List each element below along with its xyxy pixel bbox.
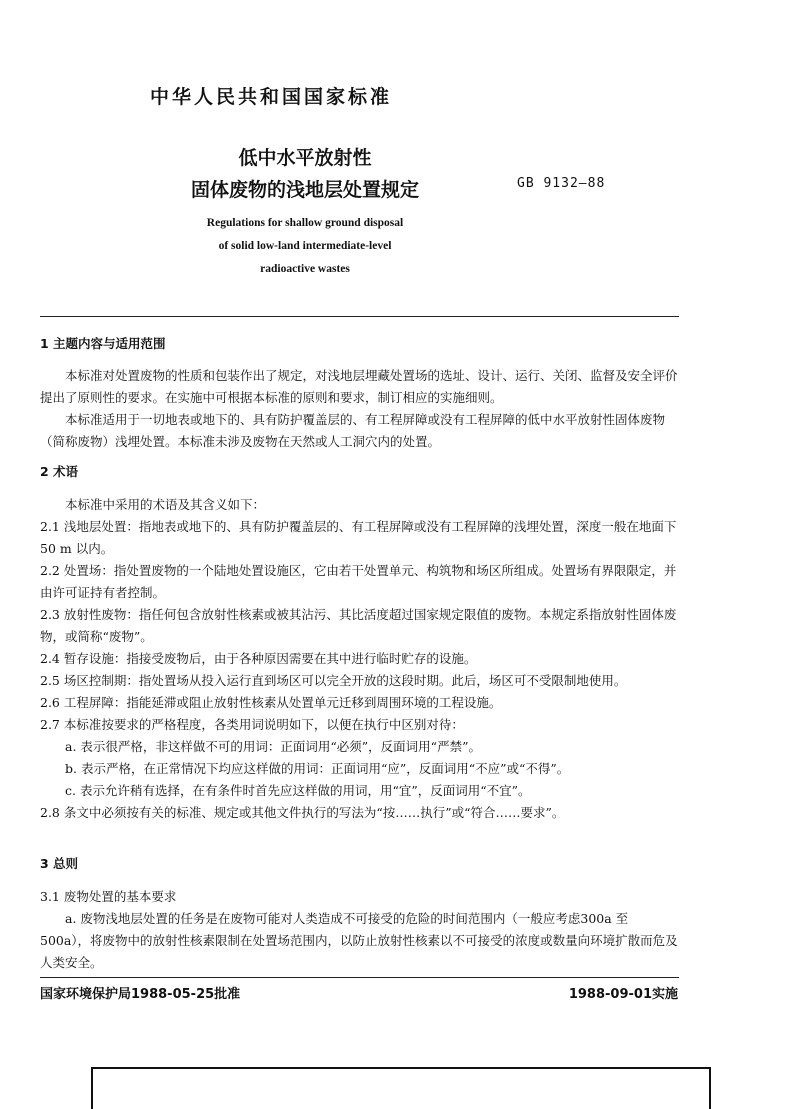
section-3 <box>40 853 680 875</box>
term-2-7-b: b. 表示严格，在正常情况下均应这样做的用词：正面词用“应”，反面词用“不应”或“不得”。 <box>65 761 570 776</box>
standard-code: GB 9132—88 <box>517 176 606 191</box>
term-2-3: 2.3 放射性废物：指任何包含放射性核素或被其沾污、其比活度超过国家规定限值的废物。本规定系指放射性固体废物，或简称“废物”。 <box>40 607 677 644</box>
section-3-heading: 3 总则 <box>40 856 79 871</box>
section-3-1-heading: 3.1 废物处置的基本要求 <box>40 889 177 904</box>
section-1-paragraph-1: 本标准对处置废物的性质和包装作出了规定，对浅地层埋藏处置场的选址、设计、运行、关闭、监督及安全评价提出了原则性的要求。在实施中可根据本标准的原则和要求，制订相应的实施细则。 <box>40 368 678 405</box>
section-2 <box>40 461 680 483</box>
section-1-paragraph-2: 本标准适用于一切地表或地下的、具有防护覆盖层的、有工程屏障或没有工程屏障的低中水平放射性固体废物（简称废物）浅埋处置。本标准未涉及废物在天然或人工洞穴内的处置。 <box>40 412 666 449</box>
title-cn-line1: 低中水平放射性 <box>238 147 372 169</box>
term-2-7: 2.7 本标准按要求的严格程度，各类用词说明如下，以便在执行中区别对待： <box>40 717 464 732</box>
term-2-7-a: a. 表示很严格，非这样做不可的用词：正面词用“必须”，反面词用“严禁”。 <box>65 739 481 754</box>
term-2-2: 2.2 处置场：指处置废物的一个陆地处置设施区，它由若干处置单元、构筑物和场区所组成。处置场有界限限定，并由许可证持有者控制。 <box>40 563 677 600</box>
section-2-heading: 2 术语 <box>40 464 79 479</box>
section-1 <box>40 333 680 355</box>
section-1-body <box>40 365 680 453</box>
approval-date: 国家环境保护局1988-05-25批准 <box>40 987 241 1002</box>
next-page-frame <box>91 1067 711 1109</box>
term-2-6: 2.6 工程屏障：指能延滞或阻止放射性核素从处置单元迁移到周围环境的工程设施。 <box>40 695 502 710</box>
term-2-4: 2.4 暂存设施：指接受废物后，由于各种原因需要在其中进行临时贮存的设施。 <box>40 651 477 666</box>
section-3-body <box>40 886 680 974</box>
national-standard-label: 中华人民共和国国家标准 <box>150 86 393 108</box>
title-cn-line2: 固体废物的浅地层处置规定 <box>190 179 419 201</box>
section-2-body <box>40 494 680 824</box>
term-2-1: 2.1 浅地层处置：指地表或地下的、具有防护覆盖层的、有工程屏障或没有工程屏障的浅埋处置，深度一般在地面下 50 m 以内。 <box>40 519 677 556</box>
term-2-8: 2.8 条文中必须按有关的标准、规定或其他文件执行的写法为“按……执行”或“符合……要求”。 <box>40 805 565 820</box>
term-2-5: 2.5 场区控制期：指处置场从投入运行直到场区可以完全开放的这段时期。此后，场区可不受限制地使用。 <box>40 673 627 688</box>
title-en-line3: radioactive wastes <box>260 263 350 275</box>
section-2-intro: 本标准中采用的术语及其含义如下： <box>65 497 266 512</box>
title-en-line2: of solid low-land intermediate-level <box>218 240 392 252</box>
section-1-heading: 1 主题内容与适用范围 <box>40 336 166 351</box>
header-divider <box>40 316 679 317</box>
footer-divider <box>40 977 679 978</box>
effective-date: 1988-09-01实施 <box>568 987 678 1002</box>
term-2-7-c: c. 表示允许稍有选择，在有条件时首先应这样做的用词，用“宜”，反面词用“不宜”。 <box>65 783 531 798</box>
section-3-1-a: a. 废物浅地层处置的任务是在废物可能对人类造成不可接受的危险的时间范围内（一般应考虑300a 至 500a），将废物中的放射性核素限制在处置场范围内，以防止放射性核素以不可接受的浓度或数量向环境扩散而危及人类安全。 <box>40 911 678 970</box>
title-en-line1: Regulations for shallow ground disposal <box>206 217 404 229</box>
